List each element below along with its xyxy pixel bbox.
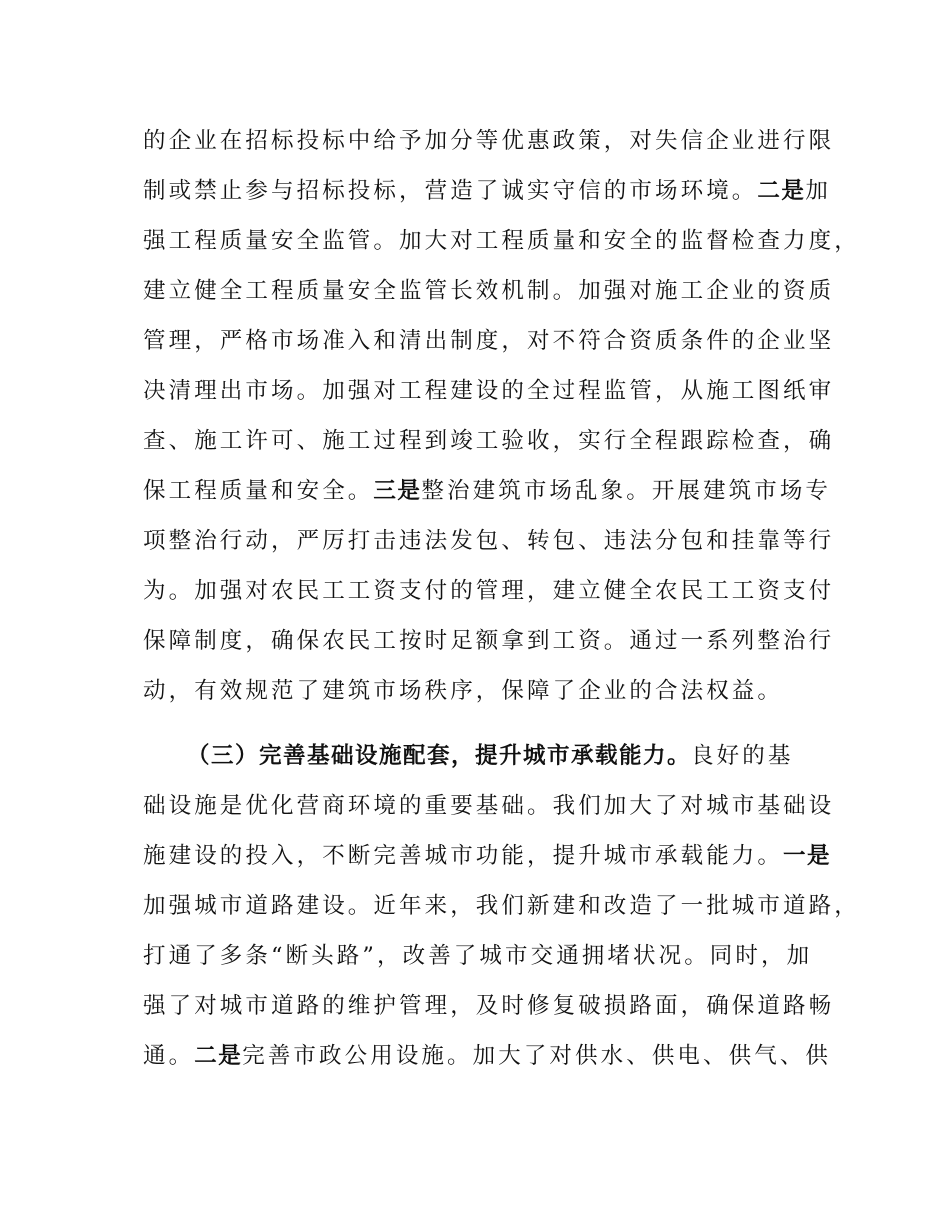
- text-line: [143, 891, 860, 921]
- text-run: 项整治行动，严厉打击违法发包、转包、违法分包和挂靠等行: [143, 528, 835, 554]
- text-line: [143, 576, 835, 606]
- text-line: [143, 326, 835, 356]
- text-run: 打通了多条“断头路”，改善了城市交通拥堵状况。同时，加: [143, 943, 813, 969]
- text-run: 础设施是优化营商环境的重要基础。我们加大了对城市基础设: [143, 793, 835, 819]
- bold-enumerator: 二是: [194, 1043, 243, 1069]
- text-run: 查、施工许可、施工过程到竣工验收，实行全程跟踪检查，确: [143, 428, 835, 454]
- text-run: 动，有效规范了建筑市场秩序，保障了企业的合法权益。: [143, 678, 784, 704]
- text-run: 良好的基: [691, 743, 794, 769]
- section-heading: （三）完善基础设施配套，提升城市承载能力。: [187, 743, 692, 769]
- text-line: [143, 276, 835, 306]
- text-run: 施建设的投入，不断完善城市功能，提升城市承载能力。: [143, 843, 784, 869]
- text-line: [143, 526, 835, 556]
- text-line: [143, 791, 835, 821]
- text-line: [143, 226, 860, 256]
- text-line: [143, 126, 835, 156]
- text-run: 制或禁止参与招标投标，营造了诚实守信的市场环境。: [143, 178, 758, 204]
- text-run: 保障制度，确保农民工按时足额拿到工资。通过一系列整治行: [143, 628, 835, 654]
- text-run: 强了对城市道路的维护管理，及时修复破损路面，确保道路畅: [143, 993, 835, 1019]
- section-heading-line: [187, 741, 823, 771]
- bold-enumerator: 二是: [757, 178, 806, 204]
- text-run: 为。加强对农民工工资支付的管理，建立健全农民工工资支付: [143, 578, 835, 604]
- text-run: 决清理出市场。加强对工程建设的全过程监管，从施工图纸审: [143, 378, 835, 404]
- text-line: [143, 841, 832, 871]
- text-run: 通。: [143, 1043, 195, 1069]
- text-line: [143, 676, 823, 706]
- text-line: [143, 476, 832, 506]
- bold-enumerator: 一是: [783, 843, 832, 869]
- text-line: [143, 941, 823, 971]
- text-run: 管理，严格市场准入和清出制度，对不符合资质条件的企业坚: [143, 328, 835, 354]
- text-run: 加强城市道路建设。近年来，我们新建和改造了一批城市道路，: [143, 893, 860, 919]
- text-line: [143, 376, 835, 406]
- text-line: [143, 991, 835, 1021]
- text-run: 保工程质量和安全。: [143, 478, 374, 504]
- text-run: 整治建筑市场乱象。开展建筑市场专: [421, 478, 832, 504]
- text-run: 完善市政公用设施。加大了对供水、供电、供气、供: [242, 1043, 832, 1069]
- text-run: 的企业在招标投标中给予加分等优惠政策，对失信企业进行限: [143, 128, 835, 154]
- text-run: 加: [805, 178, 832, 204]
- text-line: [143, 1041, 832, 1071]
- text-run: 强工程质量安全监管。加大对工程质量和安全的监督检查力度，: [143, 228, 860, 254]
- text-line: [143, 176, 832, 206]
- text-run: 建立健全工程质量安全监管长效机制。加强对施工企业的资质: [143, 278, 835, 304]
- text-line: [143, 426, 835, 456]
- text-line: [143, 626, 835, 656]
- bold-enumerator: 三是: [373, 478, 422, 504]
